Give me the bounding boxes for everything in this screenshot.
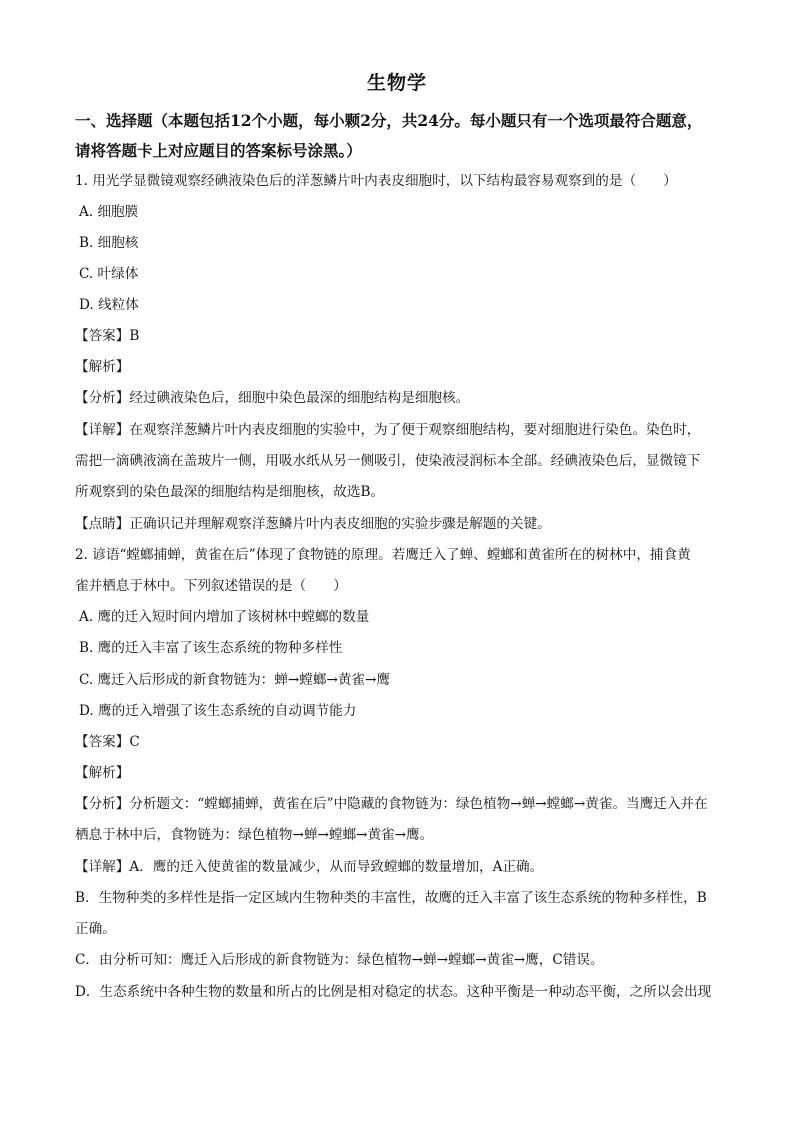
section-heading [75,106,725,166]
q2-stem-line-1: 2. 谚语“螳螂捕蝉，黄雀在后”体现了食物链的原理。若鹰迁入了蝉、螳螂和黄雀所在的树林中，捕食黄 [75,547,691,563]
section-heading-line-2: 请将答题卡上对应题目的答案标号涂黑。） [75,141,362,160]
q1-fenxi: 【分析】经过碘液染色后，细胞中染色最深的细胞结构是细胞核。 [75,390,470,406]
q1-stem: 1. 用光学显微镜观察经碘液染色后的洋葱鳞片叶内表皮细胞时，以下结构最容易观察到的是（ ） [75,173,677,189]
q1-option-a: A. 细胞膜 [79,204,139,220]
page-title: 生物学 [366,72,427,94]
q2-fenxi-line-1: 【分析】分析题文：“螳螂捕蝉，黄雀在后”中隐藏的食物链为：绿色植物→蝉→螳螂→黄雀。当鹰迁入并在 [75,796,708,812]
q2-xiangjie-line-5: D．生态系统中各种生物的数量和所占的比例是相对稳定的状态。这种平衡是一种动态平衡，之所以会出现 [75,984,712,1000]
q1-xiangjie-line-2: 需把一滴碘液滴在盖玻片一侧，用吸水纸从另一侧吸引，使染液浸润标本全部。经碘液染色后，显微镜下 [75,453,701,469]
section-heading-line-1: 一、选择题（本题包括12个小题，每小颗2分，共24分。每小题只有一个选项最符合题意， [75,111,703,130]
q1-dianjing: 【点睛】正确识记并理解观察洋葱鳞片叶内表皮细胞的实验步骤是解题的关键。 [75,516,551,532]
q2-fenxi-line-2: 栖息于林中后，食物链为：绿色植物→蝉→螳螂→黄雀→鹰。 [75,827,434,843]
q2-option-b: B. 鹰的迁入丰富了该生态系统的物种多样性 [79,640,343,656]
q2-xiangjie-line-4: C．由分析可知：鹰迁入后形成的新食物链为：绿色植物→蝉→螳螂→黄雀→鹰，C错误。 [75,952,604,968]
q2-option-a: A. 鹰的迁入短时间内增加了该树林中螳螂的数量 [79,609,370,625]
q1-option-b: B. 细胞核 [79,235,139,251]
q2-xiangjie-line-2: B．生物种类的多样性是指一定区域内生物种类的丰富性，故鹰的迁入丰富了该生态系统的物种多样性，B [75,890,707,906]
q1-option-d: D. 线粒体 [79,297,139,313]
q1-option-c: C. 叶绿体 [79,266,139,282]
q2-xiangjie-line-1: 【详解】A．鹰的迁入使黄雀的数量减少，从而导致螳螂的数量增加，A正确。 [75,859,544,875]
q2-analysis-label: 【解析】 [75,765,130,781]
q2-option-c: C. 鹰迁入后形成的新食物链为：蝉→螳螂→黄雀→鹰 [79,672,391,688]
q2-xiangjie-line-3: 正确。 [75,921,116,937]
q2-answer: 【答案】C [75,734,140,750]
q2-option-d: D. 鹰的迁入增强了该生态系统的自动调节能力 [79,703,357,719]
q2-stem-line-2: 雀并栖息于林中。下列叙述错误的是（ ） [75,578,347,594]
q1-answer: 【答案】B [75,328,140,344]
q1-xiangjie-line-1: 【详解】在观察洋葱鳞片叶内表皮细胞的实验中，为了便于观察细胞结构，要对细胞进行染色。染色时， [75,422,701,438]
q1-analysis-label: 【解析】 [75,359,130,375]
q1-xiangjie-line-3: 所观察到的染色最深的细胞结构是细胞核，故选B。 [75,484,385,500]
